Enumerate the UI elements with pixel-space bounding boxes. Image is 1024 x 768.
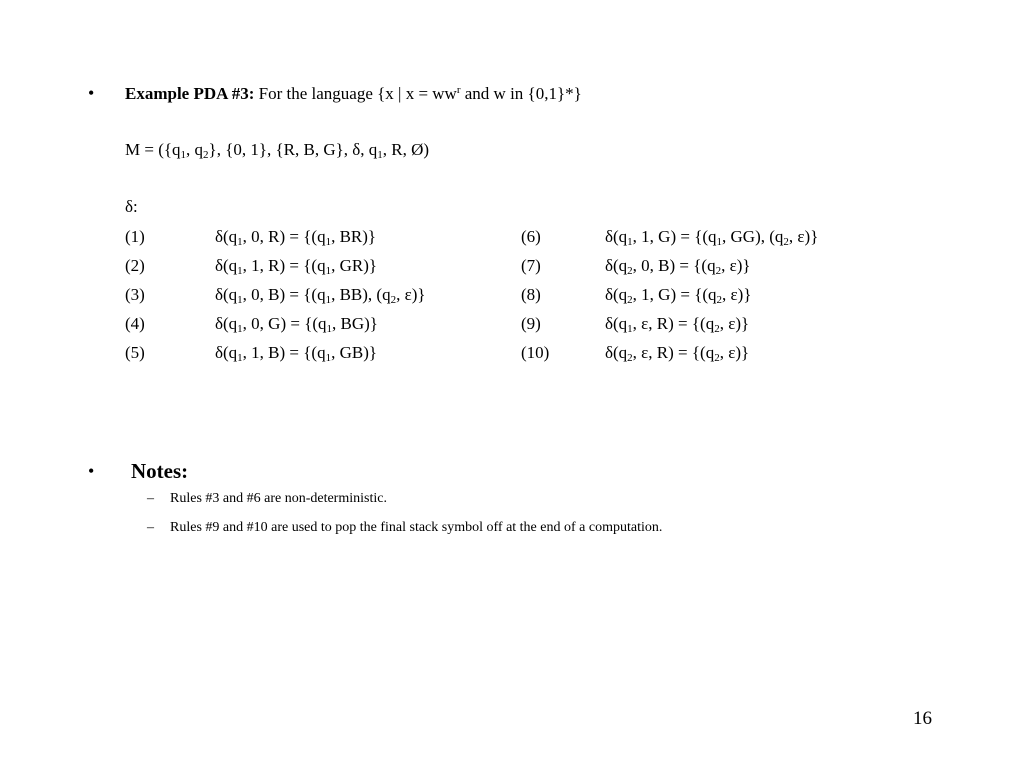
machine-definition [125,140,429,160]
machine-text: , q [186,140,204,159]
rule-number: (9) [521,314,541,333]
rule-number: (5) [125,343,145,362]
bullet-marker: • [88,83,95,103]
example-label: Example PDA #3: [125,84,255,103]
rule-number: (7) [521,256,541,275]
machine-text: }, {0, 1}, {R, B, G}, δ, q [208,140,378,159]
rule-5: $\delta(q_1$, 1, $B) = \{(q_1$, GB)} [215,343,378,364]
rule-number: (1) [125,227,145,246]
delta-label: δ: [125,197,138,216]
rule-4: $\delta(q_1$, 0, $G) = \{(q_1$, BG)} [215,314,378,335]
machine-text: M = ({q [125,140,181,159]
reverse-superscript: r [456,84,461,96]
note-item: Rules #9 and #10 are used to pop the final stack symbol off at the end of a computation. [170,520,663,535]
rule-number: (2) [125,256,145,275]
rule-2: $\delta(q_1$, 1, $R) = \{(q_1$, GR)} [215,256,378,277]
rule-3: $\delta(q_1$, 0, $B) = \{(q_1$, BB), ($q_2$, ε)} [215,285,426,306]
notes-title: Notes: [131,459,189,483]
rule-number: (6) [521,227,541,246]
example-text: For the language {x | x = ww [254,84,457,103]
rule-number: (8) [521,285,541,304]
rule-10: $\delta(q_2$, ε, $R) = \{(q_2$, ε)} [605,343,750,364]
rule-9: $\delta(q_1$, ε, $R) = \{(q_2$, ε)} [605,314,750,335]
note-item: Rules #3 and #6 are non-deterministic. [170,491,387,506]
rule-8: $\delta(q_2$, 1, $G) = \{(q_2$, ε)} [605,285,752,306]
rule-number: (4) [125,314,145,333]
subscript: 1 [377,149,383,161]
machine-text: , R, Ø) [382,140,430,159]
subscript: 1 [180,149,187,161]
bullet-marker: • [88,461,95,481]
example-text-end: and w in {0,1}*} [460,84,582,103]
rule-number: (10) [521,343,550,362]
rule-7: $\delta(q_2$, 0, $B) = \{(q_2$, ε)} [605,256,751,277]
example-heading [125,84,582,104]
rule-1: $\delta(q_1$, 0, $R) = \{(q_1$, BR)} [215,227,377,248]
dash-marker: – [147,520,154,535]
dash-marker: – [147,491,154,506]
page-number: 16 [913,708,932,729]
rule-6: $\delta(q_1$, 1, $G) = \{(q_1$, GG), ($q_2$, ε)} [605,227,819,248]
subscript: 2 [203,149,209,161]
rule-number: (3) [125,285,145,304]
